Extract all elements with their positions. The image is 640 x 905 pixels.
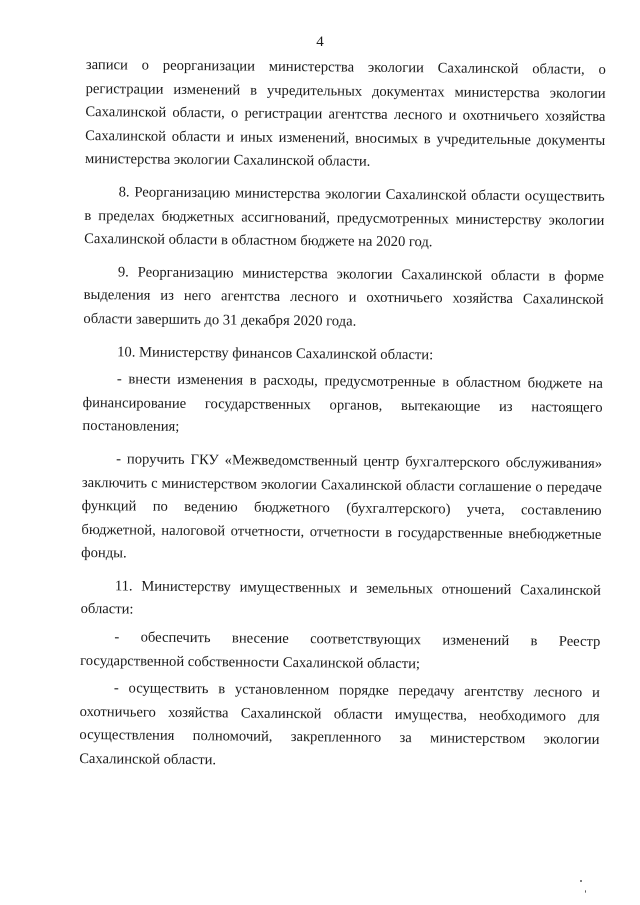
paragraph-item-10-bullet-1: - внести изменения в расходы, предусмотренные в областном бюджете на финансирование государственных органов, вытекающие из настоящего постановления; <box>82 371 603 436</box>
page-number: 4 <box>316 34 324 50</box>
paragraph-item-11-bullet-2: - осуществить в установленном порядке передачу агентству лесного и охотничьего хозяйства Сахалинской области имущества, необходимого для осуществления полномочий, закрепленного за министерством экологии Сахалинской области. <box>79 680 600 769</box>
paragraph-continuation: записи о реорганизации министерства экологии Сахалинской области, о регистрации изменений в учредительных документах министерства экологии Сахалинской области, о регистрации агентства лесного и охотничьего хозяйства Сахалинской области и иных изменений, вносимых в учредительные документы министерства экологии Сахалинской области. <box>84 56 606 171</box>
paragraph-item-8: 8. Реорганизацию министерства экологии Сахалинской области осуществить в пределах бюджетных ассигнований, предусмотренных министерству экологии Сахалинской области в областном бюджете на 2020 год. <box>84 184 605 251</box>
paragraph-item-11-bullet-1: - обеспечить внесение соответствующих изменений в Реестр государственной собственности Сахалинской области; <box>80 629 601 672</box>
scan-speck <box>580 880 582 882</box>
paragraph-item-11: 11. Министерству имущественных и земельных отношений Сахалинской области: <box>80 578 601 618</box>
paragraph-item-10-bullet-2: - поручить ГКУ «Межведомственный центр бухгалтерского обслуживания» заключить с министерством экологии Сахалинской области соглашение о передаче функций по ведению бюджетного (бухгалтерского) учета, составлению бюджетной, налоговой отчетности, отчетности в государственные внебюджетные фонды. <box>81 451 603 562</box>
scan-speck <box>585 890 586 893</box>
paragraph-item-9: 9. Реорганизацию министерства экологии Сахалинской области в форме выделения из него агентства лесного и охотничьего хозяйства Сахалинской области завершить до 31 декабря 2020 года. <box>83 264 604 330</box>
paragraph-item-10: 10. Министерству финансов Сахалинской области: <box>117 343 434 363</box>
document-body <box>79 54 606 786</box>
